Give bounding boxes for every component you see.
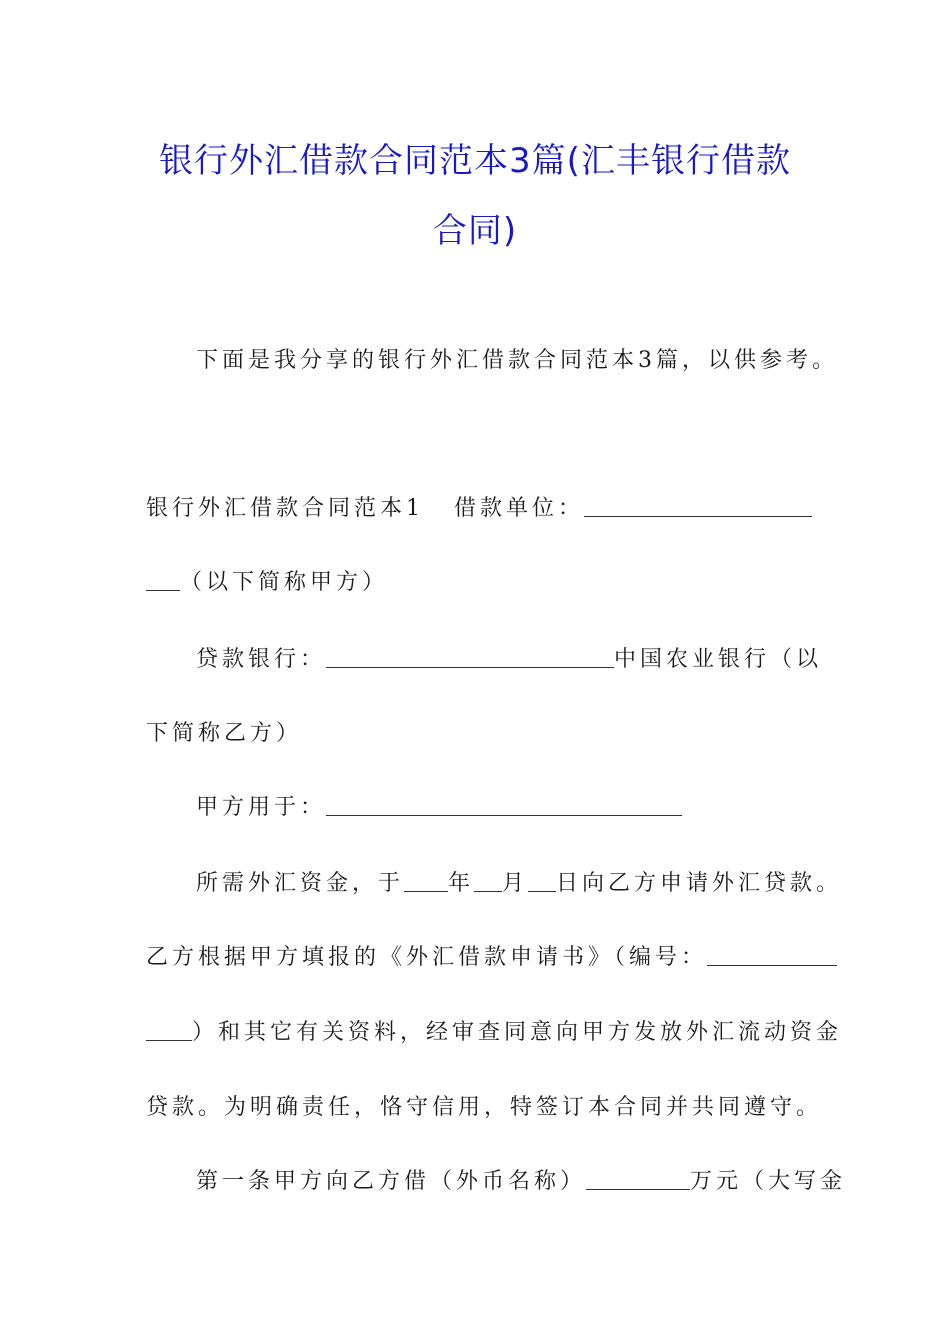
day-blank	[528, 869, 556, 892]
intro-paragraph: 下面是我分享的银行外汇借款合同范本3篇，以供参考。	[196, 348, 838, 373]
borrower-blank-cont	[146, 568, 180, 591]
article-one-line	[196, 1167, 846, 1197]
article-one-text: 第一条甲方向乙方借（外币名称）	[196, 1169, 587, 1194]
party-a-note: （以下简称甲方）	[180, 570, 389, 595]
purpose-blank	[326, 793, 682, 816]
borrower-blank	[584, 494, 812, 517]
party-b-note: 下简称乙方）	[146, 721, 303, 746]
purpose-line	[196, 793, 682, 823]
year-label: 年	[448, 871, 475, 896]
application-number-blank	[707, 943, 837, 966]
contract-heading-line	[146, 494, 812, 524]
application-number-line	[146, 943, 837, 973]
application-form-text: 乙方根据甲方填报的《外汇借款申请书》（编号：	[146, 945, 708, 970]
borrower-continuation	[146, 568, 388, 598]
month-label: 月	[502, 871, 529, 896]
application-number-blank-cont	[146, 1018, 192, 1041]
month-blank	[474, 869, 502, 892]
lender-blank	[326, 645, 614, 668]
amount-unit-text: 万元（大写金	[690, 1169, 847, 1194]
funds-text: 所需外汇资金，于	[196, 871, 405, 896]
borrower-label: 借款单位：	[454, 496, 585, 521]
title-line-2: 合同)	[432, 211, 518, 251]
date-line	[196, 869, 842, 899]
title-line-1: 银行外汇借款合同范本3篇(汇丰银行借款	[159, 141, 791, 181]
lender-name: 中国农业银行（以	[614, 647, 823, 672]
approval-line	[146, 1018, 842, 1048]
purpose-label: 甲方用于：	[196, 795, 327, 820]
lender-label: 贷款银行：	[196, 647, 327, 672]
lender-line	[196, 645, 822, 675]
currency-amount-blank	[586, 1167, 690, 1190]
year-blank	[404, 869, 448, 892]
application-text: 日向乙方申请外汇贷款。	[556, 871, 843, 896]
approval-text: ）和其它有关资料，经审查同意向甲方发放外汇流动资金	[192, 1020, 843, 1045]
agreement-line: 贷款。为明确责任，恪守信用，特签订本合同并共同遵守。	[146, 1095, 823, 1120]
contract-heading: 银行外汇借款合同范本1	[146, 496, 424, 521]
